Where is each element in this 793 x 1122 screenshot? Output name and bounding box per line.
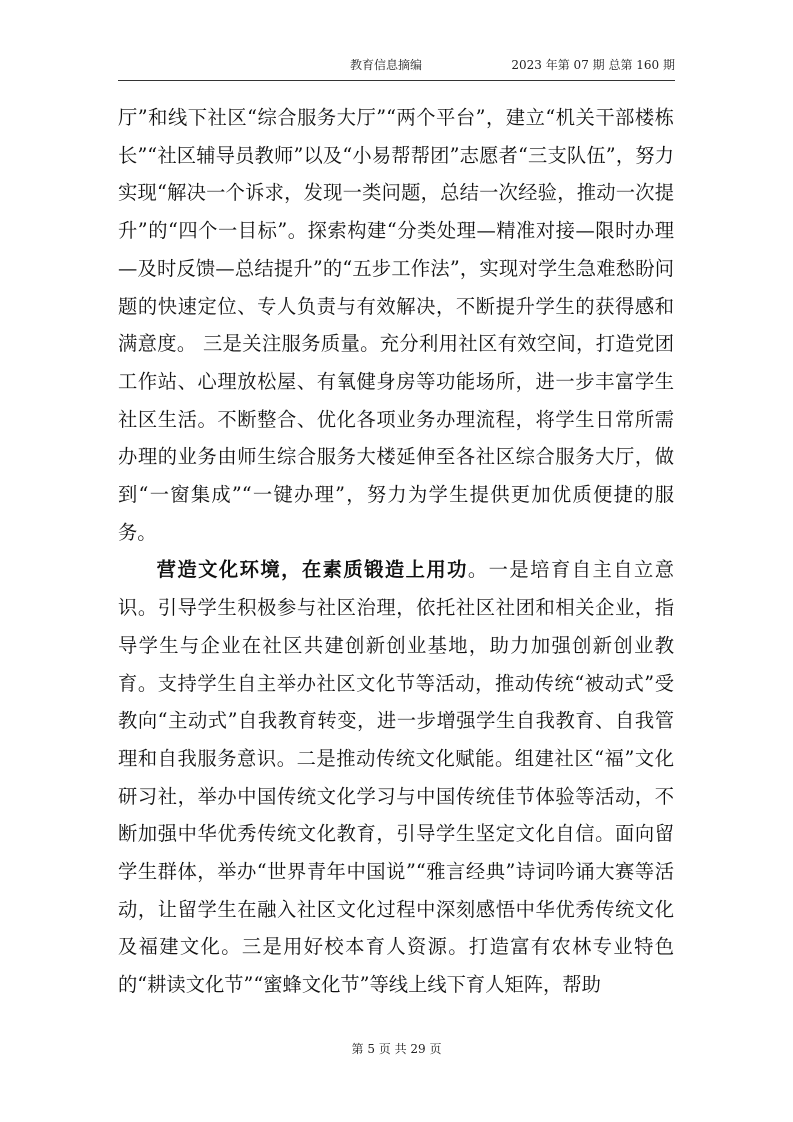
paragraph-lead-heading: 营造文化环境，在素质锻造上用功	[156, 558, 468, 582]
header-divider	[118, 80, 675, 81]
paragraph-text: 。一是培育自主自立意识。引导学生积极参与社区治理，依托社区社团和相关企业，指导学生与企业在社区共建创新创业基地，助力加强创新创业教育。支持学生自主举办社区文化节等活动，推动传统“被动式”受教向“主动式”自我教育转变，进一步增强学生自我教育、自我管理和自我服务意识。二是推动传统文化赋能。组建社区“福”文化研习社，举办中国传统文化学习与中国传统佳节体验等活动，不断加强中华优秀传统文化教育，引导学生坚定文化自信。面向留学生群体，举办“世界青年中国说”“雅言经典”诗词吟诵大赛等活动，让留学生在融入社区文化过程中深刻感悟中华优秀传统文化及福建文化。三是用好校本育人资源。打造富有农林专业特色的“耕读文化节”“蜜蜂文化节”等线上线下育人矩阵，帮助	[118, 558, 674, 997]
paragraph-continued: 厅”和线下社区“综合服务大厅”“两个平台”，建立“机关干部楼栋长”“社区辅导员教师”以及“小易帮帮团”志愿者“三支队伍”，努力实现“解决一个诉求，发现一类问题，总结一次经验，推动一次提升”的“四个一目标”。探索构建“分类处理—精准对接—限时办理—及时反馈—总结提升”的“五步工作法”，实现对学生急难愁盼问题的快速定位、专人负责与有效解决，不断提升学生的获得感和满意度。 三是关注服务质量。充分利用社区有效空间，打造党团工作站、心理放松屋、有氧健身房等功能场所，进一步丰富学生社区生活。不断整合、优化各项业务办理流程，将学生日常所需办理的业务由师生综合服务大楼延伸至各社区综合服务大厅，做到“一窗集成”“一键办理”，努力为学生提供更加优质便捷的服务。	[118, 106, 674, 544]
issue-number: 2023 年第 07 期 总第 160 期	[511, 58, 675, 72]
page-footer	[0, 1040, 793, 1057]
page-number: 第 5 页 共 29 页	[351, 1042, 442, 1056]
publication-title: 教育信息摘编	[350, 58, 423, 72]
document-body	[118, 99, 674, 1004]
paragraph-culture	[118, 551, 674, 1003]
page-header	[118, 56, 675, 76]
